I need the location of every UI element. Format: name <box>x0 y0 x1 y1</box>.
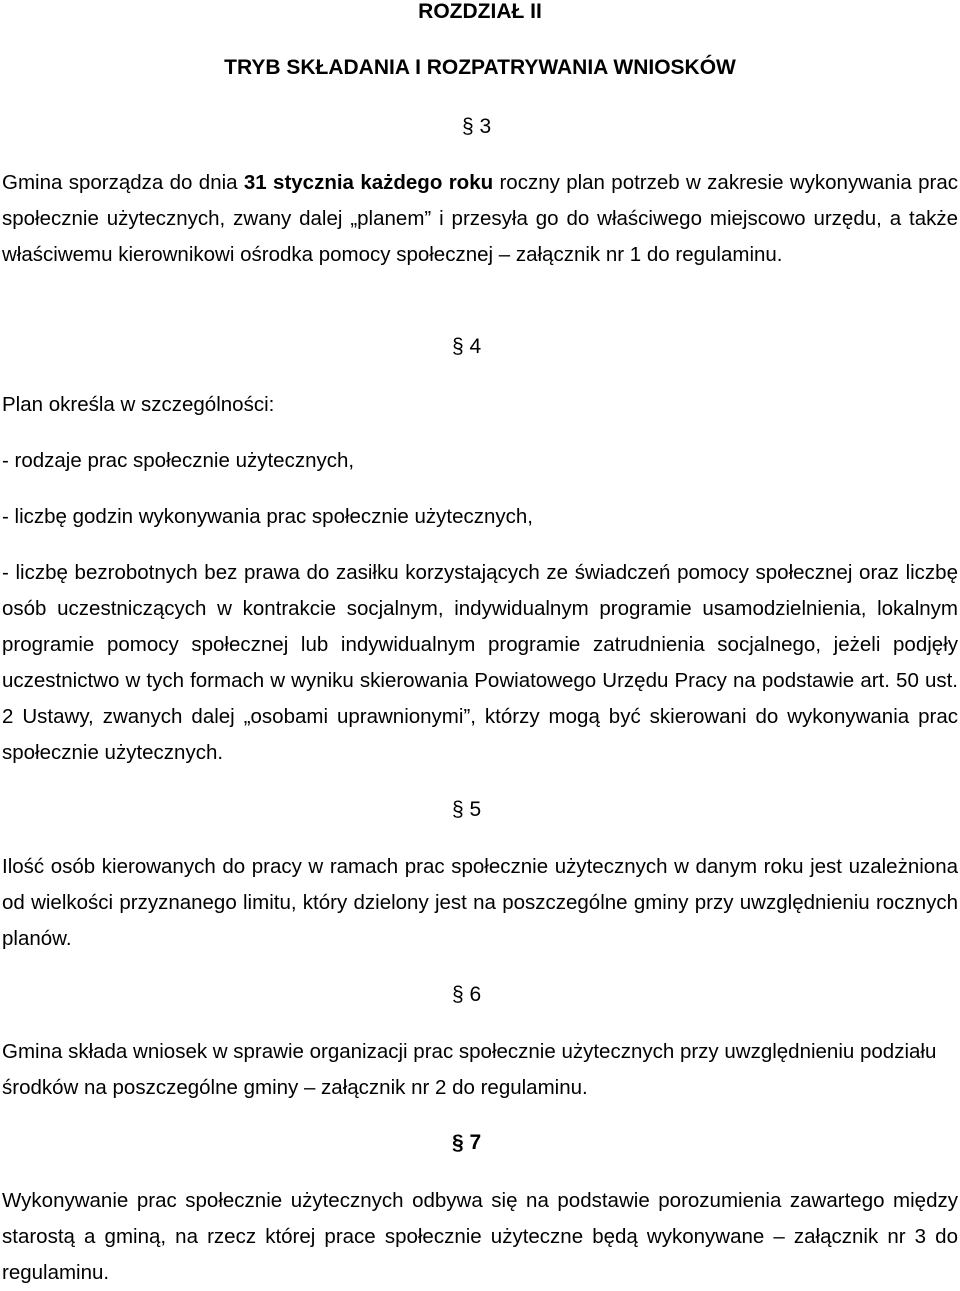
section-3-text-start: Gmina sporządza do dnia <box>2 171 244 194</box>
chapter-title: TRYB SKŁADANIA I ROZPATRYWANIA WNIOSKÓW <box>224 56 736 79</box>
section-7-paragraph: Wykonywanie prac społecznie użytecznych odbywa się na podstawie porozumienia zawartego między starostą a gminą, na rzecz której prace społecznie użyteczne będą wykonywane – załącznik nr 3 do regulaminu. <box>2 1189 958 1284</box>
section-3-label: § 3 <box>462 115 492 138</box>
section-3-deadline-year: każdego roku <box>360 171 494 194</box>
section-7-label: § 7 <box>452 1131 482 1154</box>
section-6-paragraph: Gmina składa wniosek w sprawie organizacji prac społecznie użytecznych przy uwzględnieniu podziału środków na poszczególne gminy – załącznik nr 2 do regulaminu. <box>2 1040 937 1099</box>
section-5-label: § 5 <box>452 798 482 821</box>
section-3-text-end: roczny plan potrzeb w zakresie wykonywania prac społecznie użytecznych, zwany dalej „planem” i przesyła go do właściwego miejscowo urzędu, a także właściwemu kierownikowi ośrodka pomocy społecznej – załącznik nr 1 do regulaminu. <box>2 171 958 266</box>
section-4-label: § 4 <box>452 335 482 358</box>
section-4-item-1: - rodzaje prac społecznie użytecznych, <box>2 449 355 472</box>
section-6-label: § 6 <box>452 983 482 1006</box>
section-4-item-2: - liczbę godzin wykonywania prac społecznie użytecznych, <box>2 505 533 528</box>
chapter-heading: ROZDZIAŁ II <box>418 0 542 23</box>
section-5-paragraph: Ilość osób kierowanych do pracy w ramach prac społecznie użytecznych w danym roku jest uzależniona od wielkości przyznanego limitu, który dzielony jest na poszczególne gminy przy uwzględnieniu rocznych planów. <box>2 855 958 950</box>
section-4-intro: Plan określa w szczególności: <box>2 393 275 416</box>
section-3-paragraph <box>2 165 958 273</box>
section-3-deadline-date: 31 stycznia <box>243 171 354 194</box>
section-4-item-3: - liczbę bezrobotnych bez prawa do zasiłku korzystających ze świadczeń pomocy społecznej oraz liczbę osób uczestniczących w kontrakcie socjalnym, indywidualnym programie usamodzielnienia, lokalnym programie pomocy społecznej lub indywidualnym programie zatrudnienia socjalnego, jeżeli podjęły uczestnictwo w tych formach w wyniku skierowania Powiatowego Urzędu Pracy na podstawie art. 50 ust. 2 Ustawy, zwanych dalej „osobami uprawnionymi”, którzy mogą być skierowani do wykonywania prac społecznie użytecznych. <box>2 561 958 764</box>
